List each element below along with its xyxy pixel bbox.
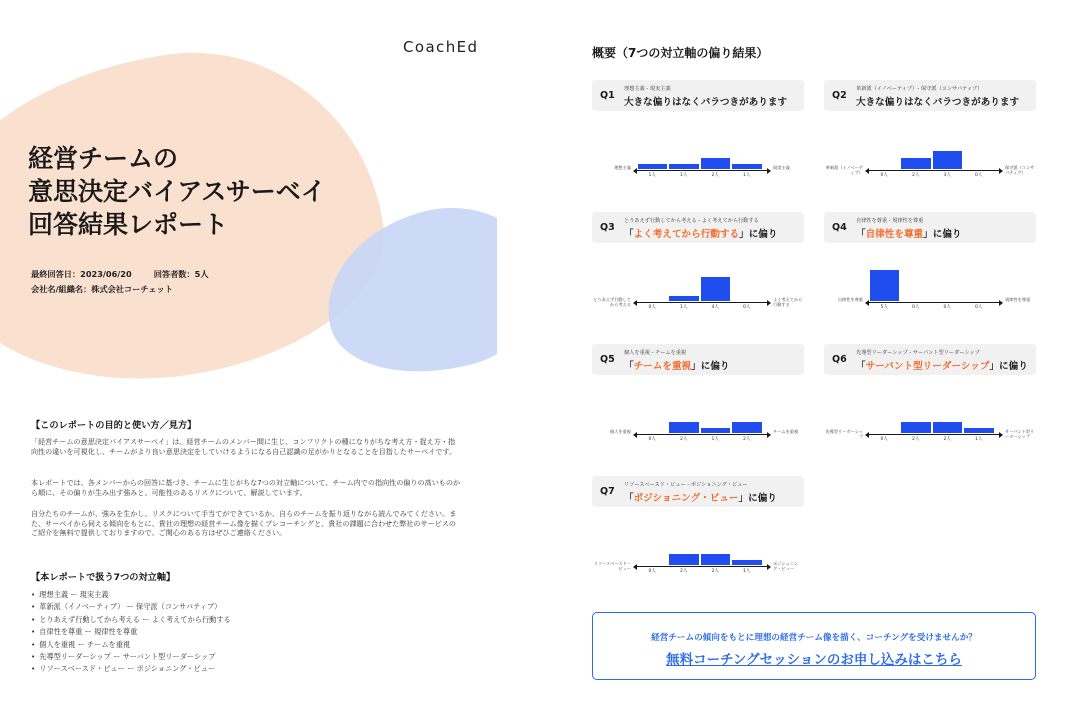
chart-tick-label: 0人 [974, 305, 983, 310]
respondent-count: 回答者数：5人 [153, 269, 209, 279]
chart-bar [637, 163, 669, 170]
bias-highlight: チームを重視 [633, 361, 692, 372]
bias-result-text: 」に偏り [738, 493, 777, 504]
free-coaching-link[interactable]: 無料コーチングセッションのお申し込みはこちら [666, 652, 962, 668]
distribution-chart [592, 538, 804, 572]
chart-left-label: とりあえず行動してから考える [593, 297, 631, 307]
chart-bar [900, 157, 932, 170]
chart-tick-label: 0人 [974, 173, 983, 178]
list-item: • とりあえず行動してから考える ー よく考えてから行動する [31, 615, 231, 627]
chart-tick-label: 1人 [711, 437, 720, 442]
axis-subtitle: リソースベースド・ビュー - ポジショニング・ビュー [624, 482, 748, 488]
chart-tick-label: 2人 [679, 569, 688, 574]
chart-tick-label: 2人 [911, 437, 920, 442]
bias-result-text: 大きな偏りはなくバラつきがあります [624, 97, 788, 108]
chart-tick-label: 2人 [911, 173, 920, 178]
question-number: Q3 [600, 222, 615, 233]
bias-highlight: よく考えてから行動する [633, 229, 740, 240]
chart-bar [900, 421, 932, 434]
chart-tick-label: 0人 [911, 305, 920, 310]
chart-axis [866, 302, 1002, 303]
chart-right-label: ポジショニング・ビュー [773, 561, 798, 571]
chart-tick-label: 0人 [742, 305, 751, 310]
list-item: • 自律性を尊重 ー 規律性を尊重 [31, 627, 231, 639]
chart-tick-label: 2人 [711, 569, 720, 574]
last-answer-date: 最終回答日：2023/06/20 [31, 269, 132, 279]
purpose-paragraph: 自分たちのチームが、強みを生かし、リスクについて手当てができているか、自らのチームを振り返りながら読んでみてください。また、サーベイから伺える傾向をもとに、貴社の理想の経営チーム像を描くプレコーチングと、貴社の課題に合わせた弊社のサービスのご紹介を無料で提供しておりますので、ご関心のある方はぜひご連絡ください。 [31, 509, 457, 538]
overview-title: 概要（7つの対立軸の偏り結果） [592, 46, 769, 60]
bias-result [856, 358, 1028, 372]
chart-bar [668, 163, 700, 170]
axis-subtitle: 先導型リーダーシップ - サーバント型リーダーシップ [856, 350, 980, 356]
bias-highlight: ポジショニング・ビュー [633, 493, 739, 504]
chart-axis [866, 170, 1002, 171]
question-number: Q1 [600, 90, 615, 101]
cta-subtitle: 経営チームの傾向をもとに理想の経営チーム像を描く、コーチングを受けませんか？ [651, 633, 977, 643]
question-card [592, 212, 804, 243]
chart-right-label: よく考えてから行動する [773, 297, 803, 307]
axis-subtitle: 個人を重視 - チームを重視 [624, 350, 687, 356]
bias-result [624, 226, 778, 240]
chart-right-label: チームを重視 [773, 429, 799, 434]
bias-result [624, 490, 777, 504]
bias-result-text: 」に偏り [691, 361, 730, 372]
purpose-paragraph: 本レポートでは、各メンバーからの回答に基づき、チームに生じがちな7つの対立軸について、チーム内での指向性の偏りの高いものから順に、その偏りが生み出す強みと、可能性のあるリスクについて、解説しています。 [31, 478, 461, 497]
bias-highlight: サーバント型リーダーシップ [865, 361, 990, 372]
report-meta [31, 269, 209, 280]
chart-axis [634, 434, 770, 435]
distribution-chart [824, 406, 1036, 440]
axis-subtitle: とりあえず行動してから考える - よく考えてから行動する [624, 218, 759, 224]
chart-bar [731, 559, 763, 566]
chart-left-label: リソースベースド・ビュー [593, 561, 631, 571]
chart-tick-label: 0人 [880, 173, 889, 178]
chart-left-label: 自律性を尊重 [837, 297, 863, 302]
question-card [824, 212, 1036, 243]
chart-axis [866, 434, 1002, 435]
bias-result-text: 「 [624, 229, 634, 240]
distribution-chart [592, 274, 804, 308]
axis-subtitle: 革新派（イノベーティブ）- 保守派（コンサバティブ） [856, 86, 983, 92]
axes-heading: 【本レポートで扱う7つの対立軸】 [31, 572, 176, 583]
list-item: • 先導型リーダーシップ ー サーバント型リーダーシップ [31, 652, 231, 664]
question-card [592, 80, 804, 111]
axis-subtitle: 自律性を尊重 - 規律性を尊重 [856, 218, 924, 224]
question-card [592, 476, 804, 507]
list-item: • 個人を重視 ー チームを重視 [31, 640, 231, 652]
chart-tick-label: 1人 [679, 173, 688, 178]
chart-tick-label: 4人 [711, 305, 720, 310]
chart-bar [932, 150, 964, 170]
chart-axis [634, 566, 770, 567]
question-number: Q5 [600, 354, 615, 365]
chart-bar [700, 276, 732, 302]
chart-tick-label: 1人 [648, 173, 657, 178]
bias-result [624, 358, 730, 372]
chart-tick-label: 1人 [974, 437, 983, 442]
chart-left-label: 個人を重視 [610, 429, 631, 434]
chart-tick-label: 2人 [711, 173, 720, 178]
company-name: 会社名/組織名：株式会社コーチェット [31, 284, 173, 294]
bias-result-text: 「 [856, 229, 866, 240]
chart-bar [668, 295, 700, 302]
question-number: Q4 [832, 222, 847, 233]
chart-bar [668, 421, 700, 434]
bias-result-text: 」に偏り [923, 229, 962, 240]
distribution-chart [592, 406, 804, 440]
bias-result-text: 「 [624, 493, 634, 504]
question-number: Q2 [832, 90, 847, 101]
list-item: • 理想主義 ー 現実主義 [31, 590, 231, 602]
chart-tick-label: 2人 [742, 437, 751, 442]
chart-bar [700, 427, 732, 434]
chart-axis [634, 302, 770, 303]
report-title-line: 回答結果レポート [28, 210, 229, 239]
axes-list [31, 590, 231, 677]
chart-bar [932, 421, 964, 434]
question-number: Q7 [600, 486, 615, 497]
chart-tick-label: 3人 [943, 173, 952, 178]
chart-bar [668, 553, 700, 566]
overview-page [568, 0, 1091, 703]
report-title-line: 意思決定バイアスサーベイ [28, 177, 326, 206]
question-card [824, 80, 1036, 111]
chart-right-label: 現実主義 [773, 165, 790, 170]
axis-subtitle: 理想主義 - 現実主義 [624, 86, 671, 92]
chart-tick-label: 1人 [742, 173, 751, 178]
bias-result-text: 「 [856, 361, 866, 372]
purpose-paragraph: 「経営チームの意思決定バイアスサーベイ」は、経営チームのメンバー間に生じ、コンフリクトの種になりがちな考え方・捉え方・指向性の違いを可視化し、チームがより良い意思決定をしていけるようになる自己認識の足がかりとなることを目指したサーベイです。 [31, 437, 457, 456]
chart-axis [634, 170, 770, 171]
bias-result-text: 」に偏り [739, 229, 778, 240]
chart-left-label: 革新派（イノベーティブ） [825, 165, 863, 175]
chart-tick-label: 0人 [880, 437, 889, 442]
chart-tick-label: 1人 [742, 569, 751, 574]
question-card [824, 344, 1036, 375]
purpose-heading: 【このレポートの目的と使い方／見方】 [31, 420, 197, 431]
report-title [28, 142, 326, 241]
chart-tick-label: 0人 [943, 305, 952, 310]
chart-left-label: 理想主義 [614, 165, 631, 170]
bias-result [856, 94, 1019, 108]
chart-bar [700, 157, 732, 170]
bias-result-text: 」に偏り [989, 361, 1028, 372]
chart-right-label: 規律性を尊重 [1005, 297, 1031, 302]
chart-tick-label: 5人 [880, 305, 889, 310]
question-card [592, 344, 804, 375]
list-item: • リソースベースド・ビュー ー ポジショニング・ビュー [31, 664, 231, 676]
bias-result [856, 226, 962, 240]
question-number: Q6 [832, 354, 847, 365]
bias-highlight: 自律性を尊重 [865, 229, 924, 240]
chart-bar [963, 427, 995, 434]
distribution-chart [824, 142, 1036, 176]
chart-tick-label: 0人 [648, 437, 657, 442]
coaching-cta-box[interactable] [592, 612, 1036, 680]
chart-left-label: 先導型リーダーシップ [825, 429, 863, 439]
bias-result-text: 大きな偏りはなくバラつきがあります [856, 97, 1020, 108]
chart-right-label: サーバント型リーダーシップ [1005, 429, 1035, 439]
report-title-line: 経営チームの [28, 144, 179, 173]
chart-right-label: 保守派（コンサバティブ） [1005, 165, 1035, 175]
distribution-chart [824, 274, 1036, 308]
coached-logo: CoachEd [403, 38, 479, 56]
distribution-chart [592, 142, 804, 176]
chart-bar [869, 269, 901, 302]
chart-tick-label: 1人 [679, 305, 688, 310]
chart-tick-label: 0人 [648, 305, 657, 310]
chart-bar [731, 163, 763, 170]
list-item: • 革新派（イノベーティブ） ー 保守派（コンサバティブ） [31, 602, 231, 614]
chart-tick-label: 0人 [648, 569, 657, 574]
chart-tick-label: 2人 [943, 437, 952, 442]
bias-result-text: 「 [624, 361, 634, 372]
chart-tick-label: 2人 [679, 437, 688, 442]
chart-bar [700, 553, 732, 566]
chart-bar [731, 421, 763, 434]
bias-result [624, 94, 787, 108]
cover-page [0, 0, 497, 703]
